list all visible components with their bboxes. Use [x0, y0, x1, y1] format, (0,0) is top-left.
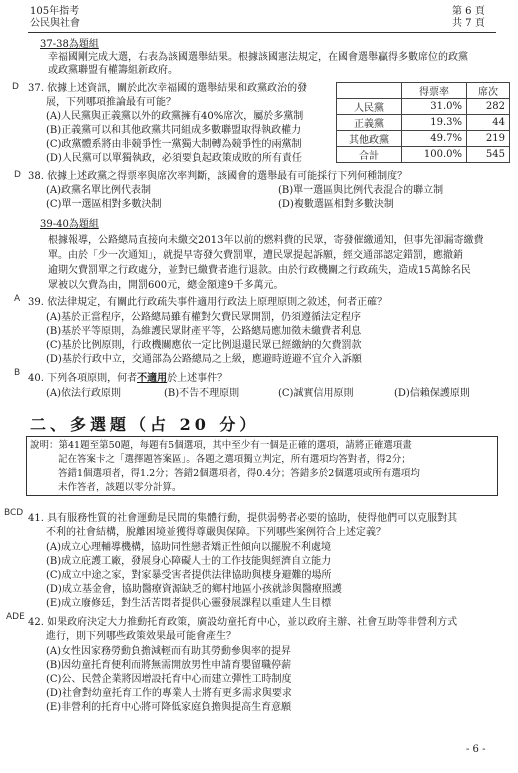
q38-option-d: (D)複數選區相對多數決制 — [278, 199, 394, 210]
group2-para-line4: 眾被以欠費為由，開罰600元，總金額達9千多萬元。 — [48, 280, 284, 291]
party-name: 正義黨 — [337, 115, 402, 131]
seat-count: 545 — [467, 147, 510, 163]
q40-stem-emphasis: 不適用 — [137, 373, 168, 384]
q41-stem-line2: 不利的社會結構，脫離困境並獲得尊嚴與保障。下列哪些案例符合上述定義？ — [46, 527, 386, 538]
answer-mark-41: BCD — [4, 508, 24, 518]
group1-intro-line1: 幸福國剛完成大選，右表為該國選舉結果。根據該國憲法規定，在國會選舉贏得多數席位的政黨 — [48, 52, 468, 63]
q40-stem — [28, 372, 227, 385]
total-pages: 共 7 頁 — [452, 18, 485, 29]
q42-stem-line2: 進行，則下列哪些政策效果最可能會產生？ — [46, 631, 236, 642]
q40-stem-pre: 40. 下列各項原則，何者 — [28, 373, 138, 384]
q40-option-c: (C)誠實信用原則 — [278, 388, 354, 399]
party-name: 合計 — [337, 147, 402, 163]
vote-share: 49.7% — [402, 131, 467, 147]
answer-mark-42: ADE — [6, 612, 25, 622]
table-row — [337, 99, 510, 115]
q40-stem-post: 於上述事件？ — [167, 373, 228, 384]
q42-option-b: (B)因幼童托育便利而將無需開放男性申請育嬰留職停薪 — [46, 660, 292, 671]
group1-intro-line2: 或政黨聯盟有權籌組新政府。 — [48, 65, 178, 76]
q41-option-e: (E)成立廢修廷，對生活苦悶者提供心靈發展課程以重建人生目標 — [46, 598, 332, 609]
table-header-cell: 席次 — [467, 83, 510, 99]
instructions-line4: 未作答者，該題以零分計算。 — [58, 482, 182, 493]
instructions-line2: 記在答案卡之「選擇題答案區」。各題之選項獨立判定，所有選項均答對者，得2分； — [58, 454, 411, 465]
q39-option-c: (C)基於比例原則，行政機關應依一定比例退還民眾已經繳納的欠費罰款 — [46, 340, 362, 351]
vote-share: 100.0% — [402, 147, 467, 163]
q37-option-c: (C)政黨體系將由非競爭性一黨獨大制轉為競爭性的兩黨制 — [46, 139, 302, 150]
group2-para-line1: 根據報導，公路總局直接向未繳交2013年以前的燃料費的民眾，寄發催繳通知，但事先卻漏寄繳費 — [48, 235, 484, 246]
vote-share: 31.0% — [402, 99, 467, 115]
q37-stem-line2: 展，下列哪項推論最有可能？ — [46, 97, 176, 108]
instructions-line1: 說明：第41題至第50題，每題有5個選項，其中至少有一個是正確的選項，請將正確選項畫 — [30, 440, 412, 451]
header-rule — [28, 32, 496, 33]
q40-option-a: (A)依法行政原則 — [46, 388, 122, 399]
q37-option-b: (B)正義黨可以和其他政黨共同組成多數聯盟取得執政權力 — [46, 125, 302, 136]
q38-option-a: (A)政黨名單比例代表制 — [46, 185, 152, 196]
q41-option-b: (B)成立庇護工廠，發展身心障礙人士的工作技能與經濟自立能力 — [46, 556, 332, 567]
table-row — [337, 115, 510, 131]
q40-option-d: (D)信賴保護原則 — [394, 388, 470, 399]
instructions-line3: 答錯1個選項者，得1.2分；答錯2個選項者，得0.4分；答錯多於2個選項或所有選項均 — [58, 468, 420, 479]
group-title-39-40: 39-40為題組 — [40, 219, 99, 230]
q38-option-b: (B)單一選區與比例代表混合的聯立制 — [278, 185, 444, 196]
q37-stem-line1: 37. 依據上述資訊，關於此次幸福國的選舉結果和政黨政治的發 — [28, 83, 308, 94]
q39-option-a: (A)基於正當程序，公路總局雖有權對欠費民眾開罰，仍須遵循法定程序 — [46, 312, 362, 323]
vote-share: 19.3% — [402, 115, 467, 131]
q42-option-d: (D)社會對幼童托育工作的專業人士將有更多需求與要求 — [46, 688, 292, 699]
q37-option-d: (D)人民黨可以單獨執政，必須要負起政策成敗的所有責任 — [46, 153, 302, 164]
section-title: 二、多選題（占 20 分） — [30, 415, 260, 434]
q39-stem: 39. 依法律規定，有關此行政疏失事件適用行政法上原理原則之敘述，何者正確？ — [28, 297, 388, 308]
seat-count: 219 — [467, 131, 510, 147]
q37-option-a: (A)人民黨與正義黨以外的政黨擁有40%席次，屬於多黨制 — [46, 111, 304, 122]
table-header-row — [337, 83, 510, 99]
seat-count: 282 — [467, 99, 510, 115]
answer-mark-39: A — [14, 294, 21, 304]
answer-mark-37: D — [12, 82, 19, 92]
q39-option-d: (D)基於行政中立，交通部為公路總局之上級，應避時遊避不宜介入訴願 — [46, 354, 362, 365]
party-name: 其他政黨 — [337, 131, 402, 147]
q41-option-c: (C)成立中途之家，對家暴受害者提供法律協助與棲身避難的場所 — [46, 570, 332, 581]
group2-para-line2: 單。由於「少一次通知」，就提早寄發欠費罰單，遭民眾提起訴願，經交通部認定錯罰，應撤銷 — [48, 250, 463, 261]
answer-mark-38: D — [14, 170, 21, 180]
page-indicator: 第 6 頁 — [452, 6, 485, 17]
q38-option-c: (C)單一選區相對多數決制 — [46, 199, 162, 210]
exam-title: 105年指考 — [30, 6, 80, 17]
q39-option-b: (B)基於平等原則，為維護民眾財產平等，公路總局應加徵未繳費者利息 — [46, 326, 362, 337]
table-row — [337, 147, 510, 163]
table-row — [337, 131, 510, 147]
q42-option-a: (A)女性因家務勞動負擔減輕而有助其勞動參與率的提昇 — [46, 646, 292, 657]
q41-option-d: (D)成立基金會，協助醫療資源缺乏的鄉村地區小孩就診與醫療照護 — [46, 584, 342, 595]
page-number: - 6 - — [466, 744, 486, 755]
q41-stem-line1: 41. 具有服務性質的社會運動是民間的集體行動，提供弱勢者必要的協助，使得他們可以克服對其 — [28, 513, 458, 524]
table-header-cell — [337, 83, 402, 99]
table-header-cell: 得票率 — [402, 83, 467, 99]
q38-stem: 38. 依據上述政黨之得票率與席次率判斷，該國會的選舉最有可能採行下列何種制度？ — [28, 171, 408, 182]
party-name: 人民黨 — [337, 99, 402, 115]
q42-stem-line1: 42. 如果政府決定大力推動托育政策，廣設幼童托育中心，並以政府主辦、社會互助等非營利方式 — [28, 617, 458, 628]
answer-mark-40: B — [14, 368, 21, 378]
q41-option-a: (A)成立心理輔導機構，協助同性戀者矯正性傾向以擺脫不利處境 — [46, 542, 332, 553]
election-results-table — [336, 82, 510, 163]
q42-option-c: (C)公、民營企業將因增設托育中心而建立彈性工時制度 — [46, 674, 292, 685]
q42-option-e: (E)非營利的托育中心將可降低家庭負擔與提高生育意願 — [46, 702, 292, 713]
subject-title: 公民與社會 — [30, 18, 80, 29]
seat-count: 44 — [467, 115, 510, 131]
group-title-37-38: 37-38為題組 — [40, 39, 99, 50]
q40-option-b: (B)不告不理原則 — [164, 388, 240, 399]
group2-para-line3: 逾期欠費罰單之行政處分，並對已繳費者進行退款。由於行政機關之行政疏失，造成15萬餘名民 — [48, 265, 471, 276]
